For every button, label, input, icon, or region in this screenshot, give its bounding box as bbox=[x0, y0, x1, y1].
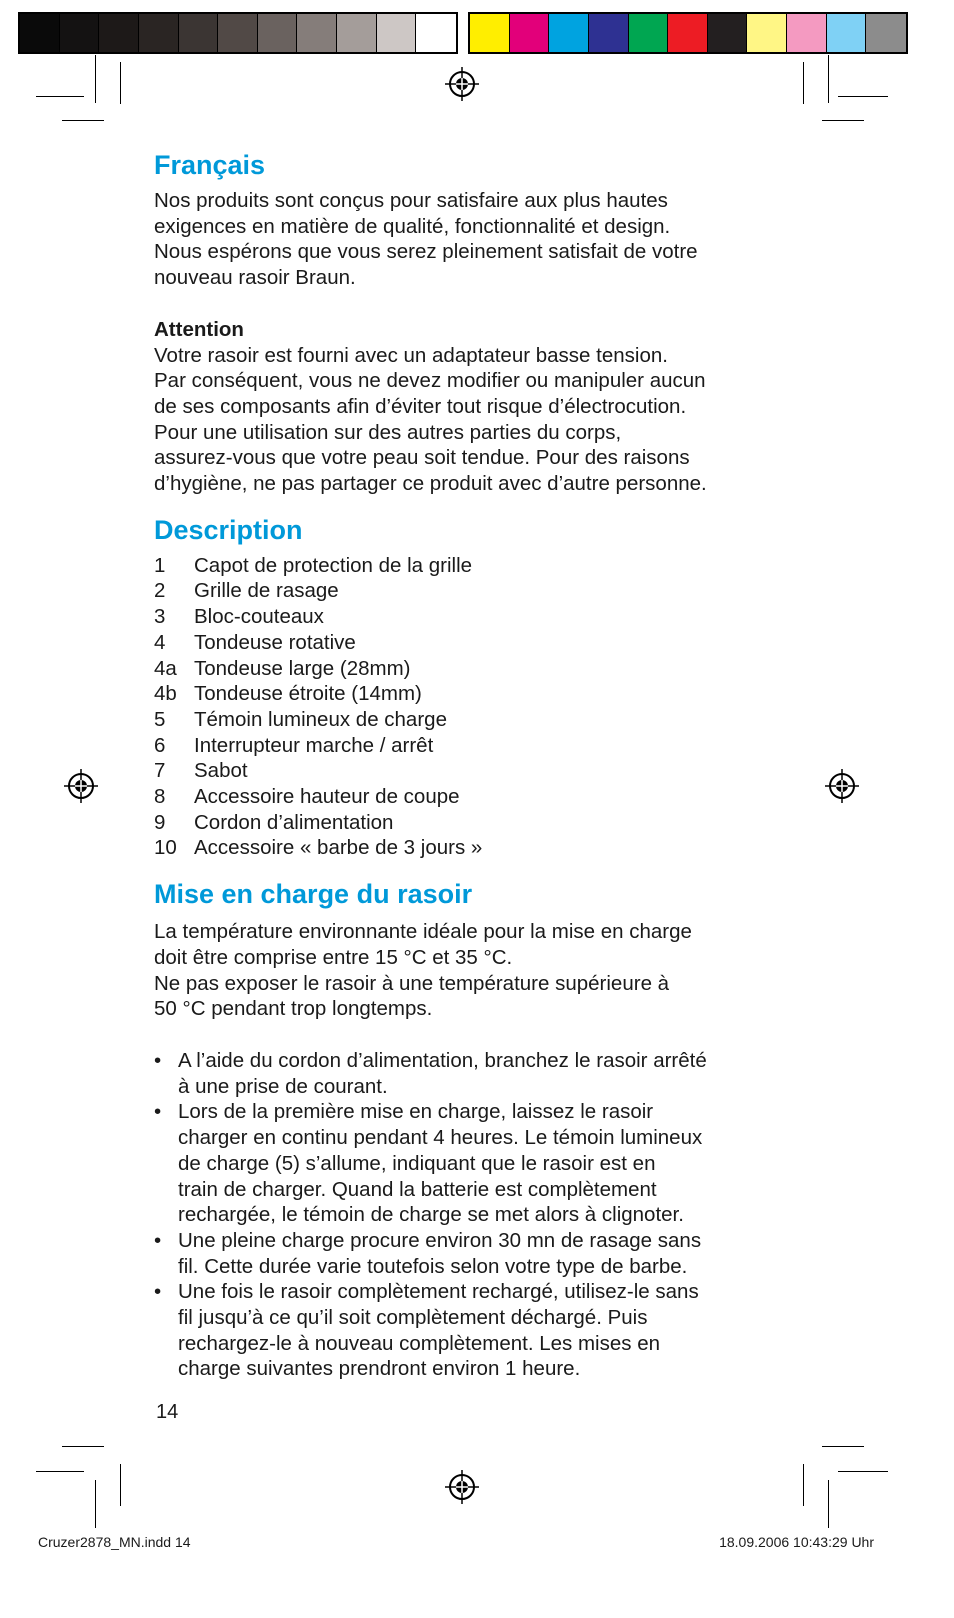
list-item: • Lors de la première mise en charge, laissez le rasoir charger en continu pendant 4 heures. Le témoin lumineux de charge (5) s’allume, indiquant que le rasoir est en train de charger. Quand la batterie est complètement rechargée, le témoin de charge se met alors à clignoter. bbox=[154, 1100, 703, 1227]
color-swatch bbox=[787, 14, 827, 52]
color-swatch bbox=[60, 14, 100, 52]
page-number: 14 bbox=[156, 1401, 179, 1423]
attention-paragraph: Attention Votre rasoir est fourni avec un adaptateur basse tension. Par conséquent, vous ne devez modifier ou manipuler aucun de ses composants afin d’éviter tout risque d’électrocution. Pour une utilisation sur des autres parties du corps, assurez-vous que votre peau soit tendue. Pour des raisons d’hygiène, ne pas partager ce produit avec d’autre personne. bbox=[154, 317, 707, 496]
color-swatch bbox=[866, 14, 906, 52]
attention-label: Attention bbox=[154, 317, 244, 341]
color-swatch bbox=[377, 14, 417, 52]
color-swatch bbox=[629, 14, 669, 52]
list-item: 4b Tondeuse étroite (14mm) bbox=[154, 682, 422, 706]
color-swatch bbox=[589, 14, 629, 52]
crop-mark bbox=[822, 120, 864, 121]
section-title-charge: Mise en charge du rasoir bbox=[154, 879, 473, 910]
color-swatch bbox=[668, 14, 708, 52]
charge-bullet-list bbox=[154, 1048, 794, 1382]
crop-mark bbox=[36, 1471, 84, 1472]
color-swatch bbox=[708, 14, 748, 52]
registration-mark-right-icon bbox=[825, 769, 859, 803]
color-swatch bbox=[337, 14, 377, 52]
section-title-description: Description bbox=[154, 514, 303, 545]
list-item: 7 Sabot bbox=[154, 759, 248, 783]
list-item: 2 Grille de rasage bbox=[154, 579, 339, 603]
list-item: 6 Interrupteur marche / arrêt bbox=[154, 733, 434, 757]
registration-mark-left-icon bbox=[64, 769, 98, 803]
color-swatch bbox=[416, 14, 456, 52]
color-swatch bbox=[297, 14, 337, 52]
list-item: 8 Accessoire hauteur de coupe bbox=[154, 785, 460, 809]
section-title-francais: Français bbox=[154, 150, 266, 180]
intro-paragraph: Nos produits sont conçus pour satisfaire aux plus hautes exigences en matière de qualité, fonctionnalité et design. Nous espérons que vous serez pleinement satisfait de votre nouveau rasoir Braun. bbox=[154, 189, 698, 290]
color-swatch bbox=[139, 14, 179, 52]
parts-list bbox=[154, 553, 794, 861]
crop-mark bbox=[95, 55, 96, 103]
color-swatch bbox=[258, 14, 298, 52]
list-item: 3 Bloc-couteaux bbox=[154, 605, 324, 629]
list-item: 10 Accessoire « barbe de 3 jours » bbox=[154, 836, 483, 860]
list-item: 4a Tondeuse large (28mm) bbox=[154, 656, 411, 680]
crop-mark bbox=[95, 1480, 96, 1528]
color-swatch bbox=[747, 14, 787, 52]
color-swatch bbox=[827, 14, 867, 52]
color-swatch bbox=[510, 14, 550, 52]
list-item: 9 Cordon d’alimentation bbox=[154, 810, 394, 834]
list-item: • Une pleine charge procure environ 30 mn de rasage sans fil. Cette durée varie toutefois selon votre type de barbe. bbox=[154, 1228, 702, 1278]
list-item: 4 Tondeuse rotative bbox=[154, 630, 356, 654]
crop-mark bbox=[828, 1480, 829, 1528]
grayscale-color-bar bbox=[18, 12, 458, 54]
process-color-bar bbox=[468, 12, 908, 54]
list-item: • Une fois le rasoir complètement rechargé, utilisez-le sans fil jusqu’à ce qu’il soit complètement déchargé. Puis rechargez-le à nouveau complètement. Les mises en charge suivantes prendront environ 1 heure. bbox=[154, 1280, 699, 1381]
crop-mark bbox=[36, 96, 84, 97]
crop-mark bbox=[120, 1464, 121, 1506]
color-swatch bbox=[549, 14, 589, 52]
crop-mark bbox=[62, 120, 104, 121]
crop-mark bbox=[120, 62, 121, 104]
color-swatch bbox=[99, 14, 139, 52]
crop-mark bbox=[838, 1471, 888, 1472]
charge-intro-paragraph: La température environnante idéale pour la mise en charge doit être comprise entre 15 °C et 35 °C. Ne pas exposer le rasoir à une température supérieure à 50 °C pendant trop longtemps. bbox=[154, 920, 692, 1021]
color-swatch bbox=[20, 14, 60, 52]
slug-filename: Cruzer2878_MN.indd 14 bbox=[38, 1534, 191, 1550]
list-item: 5 Témoin lumineux de charge bbox=[154, 707, 447, 731]
page-content bbox=[154, 148, 794, 1382]
color-swatch bbox=[218, 14, 258, 52]
registration-mark-bottom-icon bbox=[445, 1470, 479, 1504]
crop-mark bbox=[828, 55, 829, 103]
slug-timestamp: 18.09.2006 10:43:29 Uhr bbox=[719, 1534, 874, 1550]
list-item: 1 Capot de protection de la grille bbox=[154, 553, 473, 577]
crop-mark bbox=[803, 1464, 804, 1506]
color-swatch bbox=[470, 14, 510, 52]
crop-mark bbox=[803, 62, 804, 104]
crop-mark bbox=[838, 96, 888, 97]
color-swatch bbox=[179, 14, 219, 52]
crop-mark bbox=[62, 1446, 104, 1447]
registration-mark-top-icon bbox=[445, 67, 479, 101]
crop-mark bbox=[822, 1446, 864, 1447]
list-item: • A l’aide du cordon d’alimentation, branchez le rasoir arrêté à une prise de courant. bbox=[154, 1048, 707, 1098]
